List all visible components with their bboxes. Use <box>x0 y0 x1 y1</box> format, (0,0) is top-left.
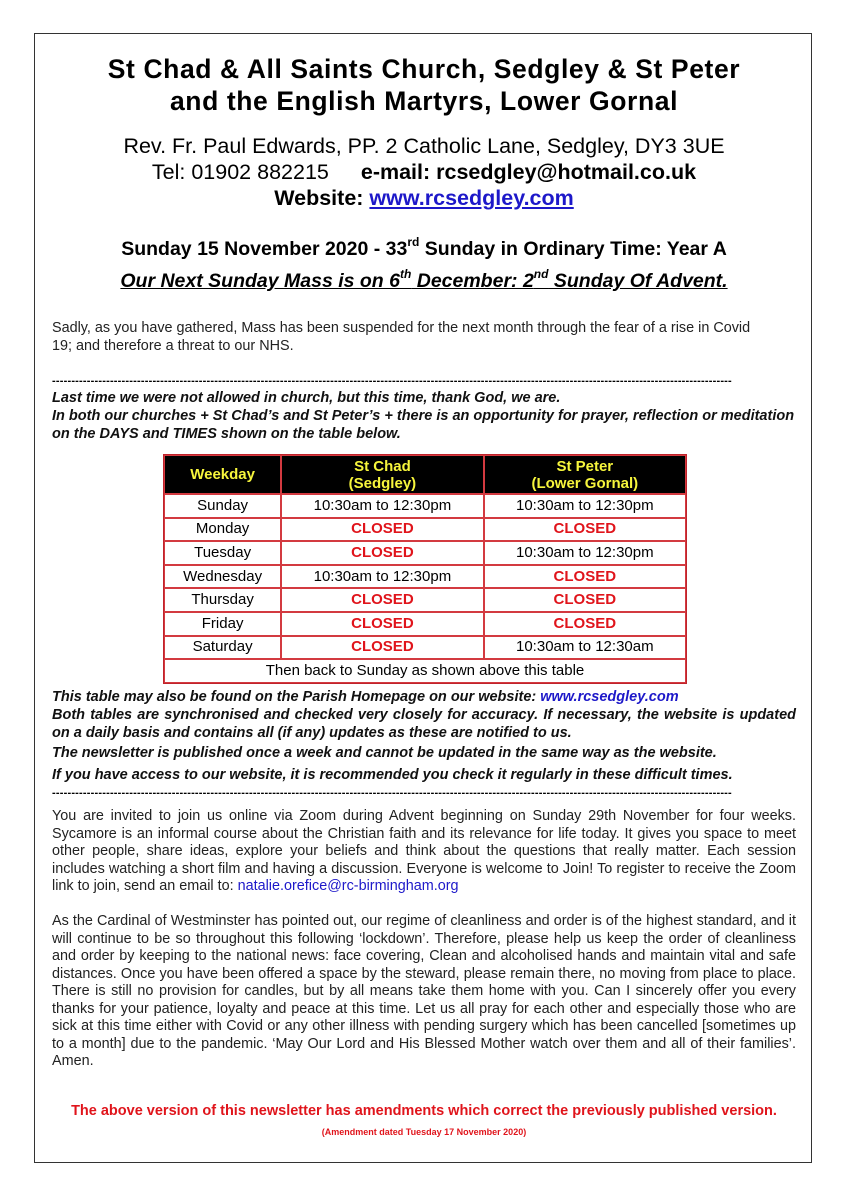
table-header-row <box>164 455 686 494</box>
st-peter-cell: CLOSED <box>484 518 686 542</box>
weekday-cell: Friday <box>164 612 281 636</box>
table-row <box>164 612 686 636</box>
weekday-cell: Thursday <box>164 588 281 612</box>
website-note-line2: Both tables are synchronised and checked very closely for accuracy. If necessary, the website is updated on a daily basis and contains all (if any) updates as these are notified to us. <box>52 707 796 741</box>
weekday-cell: Wednesday <box>164 565 281 589</box>
table-footer-note: Then back to Sunday as shown above this table <box>164 659 686 683</box>
table-row <box>164 588 686 612</box>
st-chad-cell: 10:30am to 12:30pm <box>281 494 483 518</box>
table-row <box>164 636 686 660</box>
zoom-email-link[interactable]: natalie.orefice@rc-birmingham.org <box>237 878 459 894</box>
st-peter-cell: 10:30am to 12:30pm <box>484 541 686 565</box>
website-line <box>34 185 814 211</box>
weekday-cell: Tuesday <box>164 541 281 565</box>
sunday-date-heading <box>34 234 814 261</box>
zoom-text: You are invited to join us online via Zoom during Advent beginning on Sunday 29th November for four weeks. Sycamore is an informal course about the Christian faith and its relevance for life today. It gives you space to meet other people, share ideas, explore your beliefs and think about the questions that really matter. Each session includes watching a short film and having a discussion. Everyone is welcome to Join! To register to receive the Zoom link to join, send an email to: <box>52 808 796 894</box>
st-chad-header: St Chad (Sedgley) <box>281 455 483 494</box>
table-row <box>164 494 686 518</box>
st-chad-cell: CLOSED <box>281 518 483 542</box>
sunday-date-text: Sunday 15 November 2020 - 33 <box>121 238 408 260</box>
contact-line <box>34 159 814 185</box>
weekday-cell: Sunday <box>164 494 281 518</box>
website-note-line4: If you have access to our website, it is recommended you check it regularly in these difficult times. <box>52 767 733 783</box>
next-mass-text: Sunday Of Advent. <box>548 270 728 292</box>
website-note-line3: The newsletter is published once a week and cannot be updated in the same way as the website. <box>52 745 717 761</box>
amendment-notice: The above version of this newsletter has amendments which correct the previously published version. <box>71 1103 777 1119</box>
website-link[interactable]: www.rcsedgley.com <box>369 186 574 210</box>
sunday-title-text: Sunday in Ordinary Time: Year A <box>419 238 727 260</box>
parish-address: Rev. Fr. Paul Edwards, PP. 2 Catholic Lane, Sedgley, DY3 3UE <box>123 134 725 158</box>
ordinal-suffix: rd <box>407 234 420 249</box>
table-footer-row <box>164 659 686 683</box>
zoom-paragraph <box>52 808 796 896</box>
telephone: Tel: 01902 882215 <box>151 160 329 184</box>
st-peter-cell: CLOSED <box>484 612 686 636</box>
table-row <box>164 565 686 589</box>
st-peter-cell: CLOSED <box>484 588 686 612</box>
next-mass-text: Our Next Sunday Mass is on 6 <box>120 270 400 292</box>
st-chad-cell: CLOSED <box>281 541 483 565</box>
ordinal-suffix: th <box>399 266 412 281</box>
next-mass-heading <box>34 266 814 293</box>
st-peter-cell: 10:30am to 12:30pm <box>484 494 686 518</box>
st-chad-cell: CLOSED <box>281 588 483 612</box>
st-chad-cell: CLOSED <box>281 636 483 660</box>
weekday-cell: Monday <box>164 518 281 542</box>
website-note-text: This table may also be found on the Parish Homepage on our website: <box>52 689 541 705</box>
notice-line1: Last time we were not allowed in church, but this time, thank God, we are. <box>52 390 561 406</box>
amendment-date: (Amendment dated Tuesday 17 November 2020) <box>321 1127 527 1137</box>
divider-top: -------------------------------------------------------------------------------------------------------------------------------------------------------------------------------- <box>52 375 732 387</box>
intro-paragraph: Sadly, as you have gathered, Mass has been suspended for the next month through the fear of a rise in Covid 19; and therefore a threat to our NHS. <box>52 320 751 354</box>
website-label: Website: <box>274 186 370 210</box>
st-peter-header: St Peter (Lower Gornal) <box>484 455 686 494</box>
st-peter-cell: 10:30am to 12:30am <box>484 636 686 660</box>
parish-title-line2: and the English Martyrs, Lower Gornal <box>169 86 679 116</box>
next-mass-text: December: 2 <box>411 270 534 292</box>
notice-line2: In both our churches + St Chad’s and St Peter’s + there is an opportunity for prayer, reflection or meditation on the DAYS and TIMES shown on the table below. <box>52 408 795 442</box>
cardinal-paragraph: As the Cardinal of Westminster has pointed out, our regime of cleanliness and order is of the highest standard, and it will continue to be so throughout this following ‘lockdown’. Therefore, please help us keep the order of cleanliness and order by keeping to the national news: face covering, Clean and alcoholised hands and maintain vital and safe distances. Once you have been offered a space by the steward, please remain there, no moving from place to place. There is still no provision for candles, but by all means take them home with you. Can I sincerely offer you every thanks for your patience, loyalty and peace at this time. Let us all pray for each other and especially those who are sick at this time either with Covid or any other illness with pending surgery which has been cancelled [sometimes up to a month] due to the pandemic. ‘May Our Lord and His Blessed Mother watch over them and all of their families’. Amen. <box>52 913 796 1069</box>
weekday-header: Weekday <box>164 455 281 494</box>
divider-bottom: -------------------------------------------------------------------------------------------------------------------------------------------------------------------------------- <box>52 787 732 799</box>
weekday-cell: Saturday <box>164 636 281 660</box>
st-chad-cell: 10:30am to 12:30pm <box>281 565 483 589</box>
parish-title-line1: St Chad & All Saints Church, Sedgley & St Peter <box>107 54 741 84</box>
ordinal-suffix: nd <box>533 266 549 281</box>
website-note-line1 <box>52 689 796 707</box>
st-chad-cell: CLOSED <box>281 612 483 636</box>
email-address: e-mail: rcsedgley@hotmail.co.uk <box>360 160 697 184</box>
table-row <box>164 541 686 565</box>
table-row <box>164 518 686 542</box>
opening-times-table <box>163 454 687 684</box>
website-note-link[interactable]: www.rcsedgley.com <box>540 689 679 705</box>
st-peter-cell: CLOSED <box>484 565 686 589</box>
